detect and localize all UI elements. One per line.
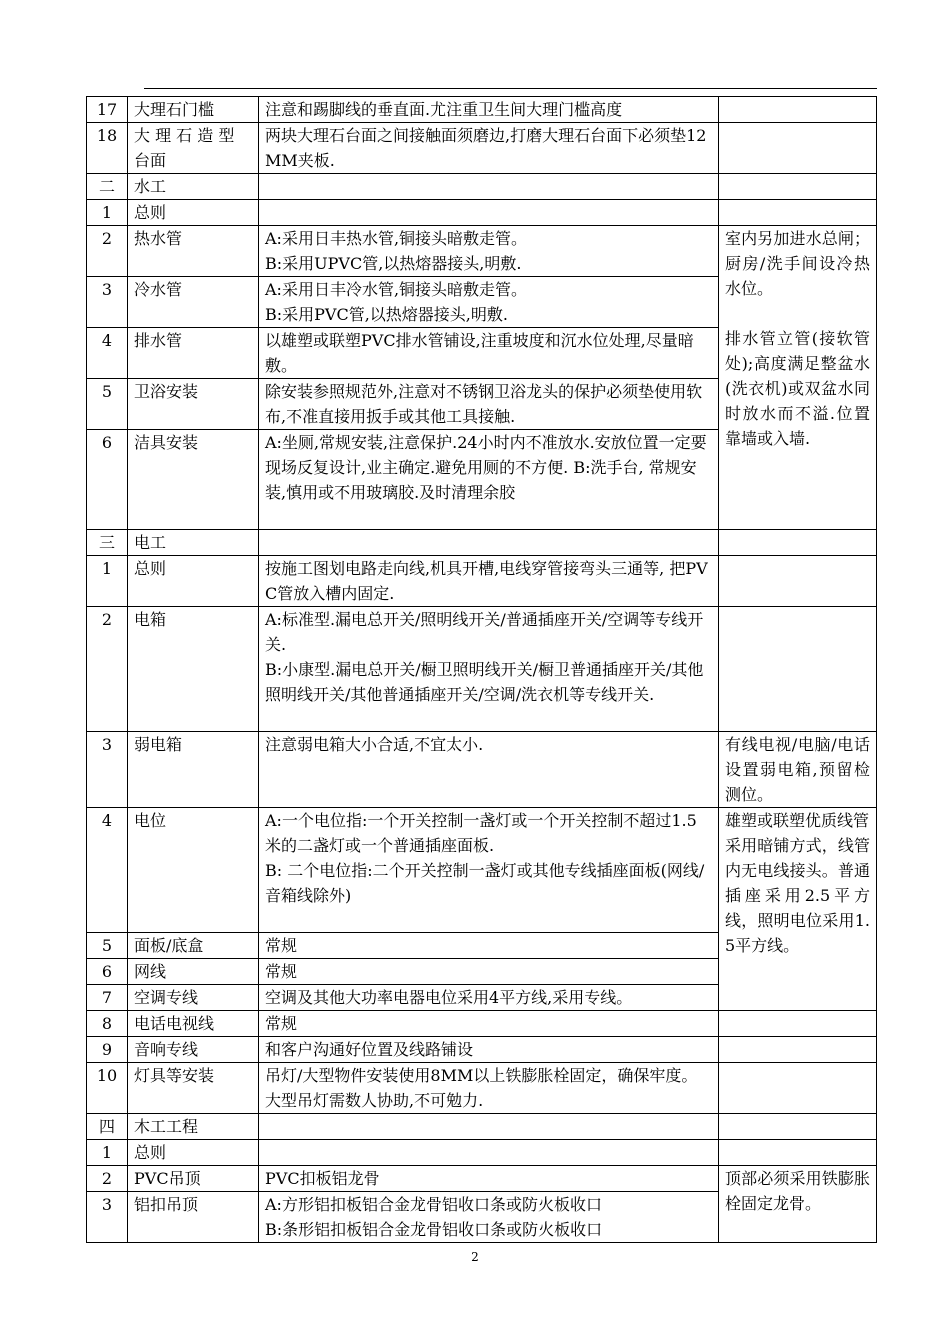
row-number: 四	[87, 1114, 128, 1140]
item-name: 总则	[128, 556, 259, 607]
item-name: 冷水管	[128, 277, 259, 328]
row-number: 18	[87, 123, 128, 174]
row-number: 17	[87, 97, 128, 123]
item-description	[259, 1114, 719, 1140]
item-name: 空调专线	[128, 985, 259, 1011]
item-description: PVC扣板铝龙骨	[259, 1166, 719, 1192]
item-description: 和客户沟通好位置及线路铺设	[259, 1037, 719, 1063]
row-number: 7	[87, 985, 128, 1011]
row-number: 4	[87, 328, 128, 379]
item-description: A:采用日丰冷水管,铜接头暗敷走管。 B:采用PVC管,以热熔器接头,明敷.	[259, 277, 719, 328]
item-name: 大理石门槛	[128, 97, 259, 123]
remark-cell: 有线电视/电脑/电话设置弱电箱,预留检测位。	[719, 732, 877, 808]
item-description: 常规	[259, 933, 719, 959]
row-number: 2	[87, 1166, 128, 1192]
table-row	[87, 1140, 877, 1166]
item-description: 以雄塑或联塑PVC排水管铺设,注重坡度和沉水位处理,尽量暗敷。	[259, 328, 719, 379]
item-name: 大 理 石 造 型 台面	[128, 123, 259, 174]
remark-cell	[719, 123, 877, 174]
table-row	[87, 1011, 877, 1037]
remark-cell	[719, 1037, 877, 1063]
row-number: 6	[87, 959, 128, 985]
item-name: 洁具安装	[128, 430, 259, 530]
table-row	[87, 1166, 877, 1192]
row-number: 1	[87, 200, 128, 226]
table-row	[87, 97, 877, 123]
item-name: 电位	[128, 808, 259, 933]
item-name: 铝扣吊顶	[128, 1192, 259, 1243]
remark-cell: 雄塑或联塑优质线管 采用暗铺方式，线管内无电线接头。普通插座采用2.5平方线，照明电位采用1.5平方线。	[719, 808, 877, 1011]
spec-table-body	[87, 97, 877, 1243]
row-number: 6	[87, 430, 128, 530]
table-row	[87, 200, 877, 226]
table-row	[87, 226, 877, 277]
remark-cell: 室内另加进水总闸；厨房/洗手间设冷热水位。 排水管立管(接软管处);高度满足整盆水(洗衣机)或双盆水同时放水而不溢.位置靠墙或入墙.	[719, 226, 877, 530]
table-row	[87, 174, 877, 200]
table-row	[87, 530, 877, 556]
item-description	[259, 200, 719, 226]
item-description: A:采用日丰热水管,铜接头暗敷走管。 B:采用UPVC管,以热熔器接头,明敷.	[259, 226, 719, 277]
item-name: 电话电视线	[128, 1011, 259, 1037]
item-name: 热水管	[128, 226, 259, 277]
item-name: 弱电箱	[128, 732, 259, 808]
remark-cell	[719, 607, 877, 732]
row-number: 2	[87, 226, 128, 277]
item-name: PVC吊顶	[128, 1166, 259, 1192]
table-row	[87, 556, 877, 607]
table-row	[87, 1114, 877, 1140]
item-name: 电箱	[128, 607, 259, 732]
item-description: A:标准型.漏电总开关/照明线开关/普通插座开关/空调等专线开关. B:小康型.漏电总开关/橱卫照明线开关/橱卫普通插座开关/其他照明线开关/其他普通插座开关/空调/洗衣机等专线开关.	[259, 607, 719, 732]
item-description: 按施工图划电路走向线,机具开槽,电线穿管接弯头三通等, 把PVC管放入槽内固定.	[259, 556, 719, 607]
row-number: 3	[87, 277, 128, 328]
row-number: 8	[87, 1011, 128, 1037]
item-name: 总则	[128, 200, 259, 226]
table-row	[87, 607, 877, 732]
item-description: 两块大理石台面之间接触面须磨边,打磨大理石台面下必须垫12MM夹板.	[259, 123, 719, 174]
item-description: A:一个电位指:一个开关控制一盏灯或一个开关控制不超过1.5米的二盏灯或一个普通插座面板. B: 二个电位指:二个开关控制一盏灯或其他专线插座面板(网线/音箱线除外)	[259, 808, 719, 933]
item-description	[259, 1140, 719, 1166]
item-name: 总则	[128, 1140, 259, 1166]
table-row	[87, 808, 877, 933]
item-description: 注意弱电箱大小合适,不宜太小.	[259, 732, 719, 808]
remark-cell	[719, 174, 877, 200]
header-rule	[144, 88, 877, 89]
item-name: 面板/底盒	[128, 933, 259, 959]
item-name: 网线	[128, 959, 259, 985]
item-description: 常规	[259, 1011, 719, 1037]
item-description: 注意和踢脚线的垂直面.尤注重卫生间大理门槛高度	[259, 97, 719, 123]
item-name: 灯具等安装	[128, 1063, 259, 1114]
item-description: A:坐厕,常规安装,注意保护.24小时内不准放水.安放位置一定要现场反复设计,业主确定.避免用厕的不方便. B:洗手台, 常规安装,慎用或不用玻璃胶.及时清理余胶	[259, 430, 719, 530]
remark-cell	[719, 1140, 877, 1166]
item-description	[259, 530, 719, 556]
item-description: 除安装参照规范外,注意对不锈钢卫浴龙头的保护必须垫使用软布,不准直接用扳手或其他工具接触.	[259, 379, 719, 430]
remark-cell	[719, 1063, 877, 1114]
remark-cell	[719, 200, 877, 226]
remark-cell	[719, 1011, 877, 1037]
remark-cell	[719, 97, 877, 123]
row-number: 2	[87, 607, 128, 732]
item-name: 音响专线	[128, 1037, 259, 1063]
row-number: 4	[87, 808, 128, 933]
row-number: 3	[87, 1192, 128, 1243]
item-name: 卫浴安装	[128, 379, 259, 430]
row-number: 5	[87, 933, 128, 959]
page-number: 2	[471, 1250, 479, 1264]
construction-spec-table	[86, 96, 877, 1243]
item-description: 常规	[259, 959, 719, 985]
table-row	[87, 1063, 877, 1114]
item-description: 吊灯/大型物件安装使用8MM以上铁膨胀栓固定，确保牢度。大型吊灯需数人协助,不可勉力.	[259, 1063, 719, 1114]
row-number: 1	[87, 556, 128, 607]
table-row	[87, 732, 877, 808]
remark-cell: 顶部必须采用铁膨胀栓固定龙骨。	[719, 1166, 877, 1243]
item-name: 木工工程	[128, 1114, 259, 1140]
item-name: 电工	[128, 530, 259, 556]
item-name: 排水管	[128, 328, 259, 379]
item-name: 水工	[128, 174, 259, 200]
row-number: 5	[87, 379, 128, 430]
remark-cell	[719, 1114, 877, 1140]
item-description: A:方形铝扣板铝合金龙骨铝收口条或防火板收口 B:条形铝扣板铝合金龙骨铝收口条或防火板收口	[259, 1192, 719, 1243]
row-number: 9	[87, 1037, 128, 1063]
row-number: 三	[87, 530, 128, 556]
remark-cell	[719, 530, 877, 556]
item-description: 空调及其他大功率电器电位采用4平方线,采用专线。	[259, 985, 719, 1011]
remark-cell	[719, 556, 877, 607]
table-row	[87, 123, 877, 174]
row-number: 10	[87, 1063, 128, 1114]
item-description	[259, 174, 719, 200]
table-row	[87, 1037, 877, 1063]
row-number: 1	[87, 1140, 128, 1166]
row-number: 3	[87, 732, 128, 808]
row-number: 二	[87, 174, 128, 200]
